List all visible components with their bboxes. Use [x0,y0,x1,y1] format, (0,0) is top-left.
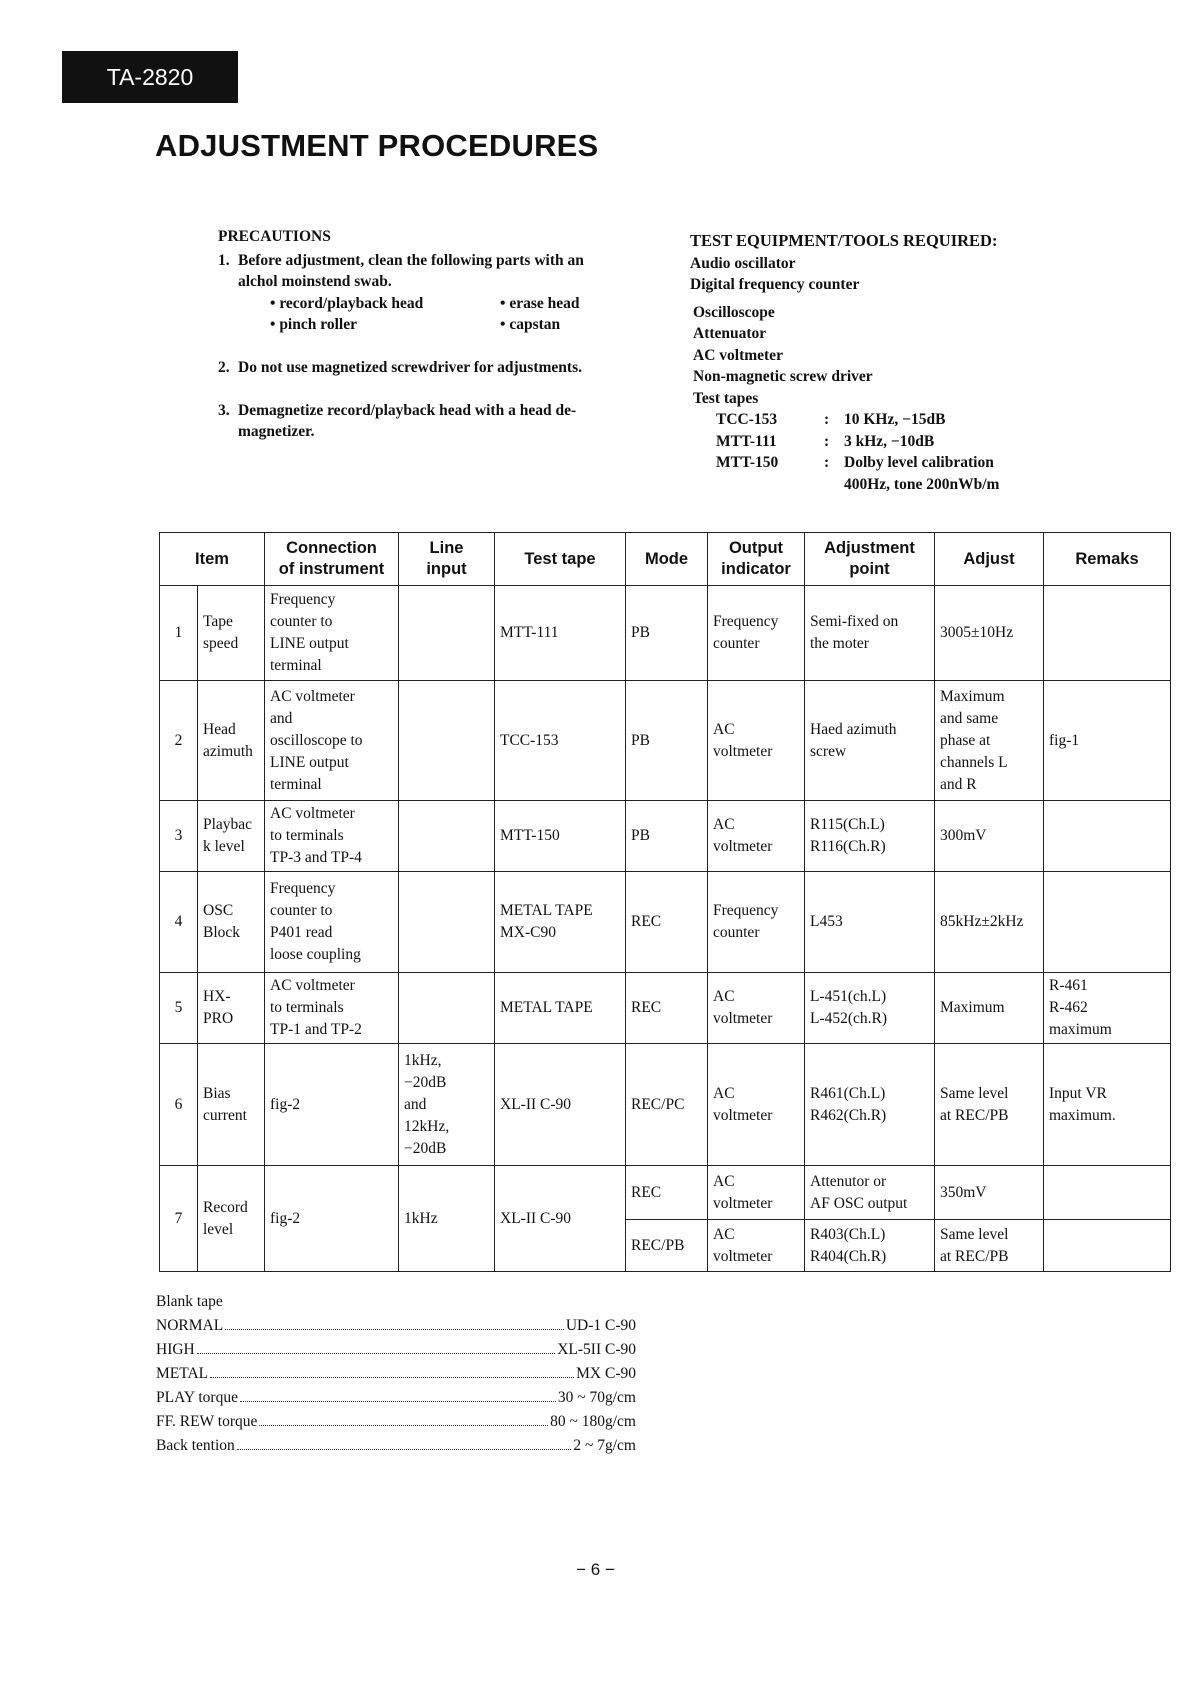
cell-item: Bias current [198,1044,265,1166]
precaution-text: Do not use magnetized screwdriver for adjustments. [238,359,582,376]
cell-remarks [1044,586,1171,681]
header-connection: Connection of instrument [265,533,399,586]
list-item: Attenuator [693,325,767,342]
list-item [716,452,1090,474]
table-row [160,973,1171,1044]
cell-output: AC voltmeter [708,1166,805,1220]
cell-mode: REC [626,872,708,973]
cell-connection: fig-2 [265,1044,399,1166]
tape-name: MTT-111 [716,432,777,450]
adjustment-table [159,532,1171,1272]
spec-row [156,1362,636,1386]
cell-line-input [399,586,495,681]
precaution-item-1 [218,250,648,292]
tape-desc: Dolby level calibration [844,454,994,471]
cell-remarks: fig-1 [1044,681,1171,801]
precaution-text: Before adjustment, clean the following parts with an [238,252,584,269]
cell-mode: REC [626,1166,708,1220]
list-item: • pinch roller [270,314,500,335]
tape-desc: 3 kHz, −10dB [844,432,935,450]
cell-output: AC voltmeter [708,1044,805,1166]
list-item: Non-magnetic screw driver [693,368,873,385]
blank-tape-specs [156,1290,636,1458]
spec-label: NORMAL [156,1317,224,1334]
list-item: Audio oscillator [690,254,796,272]
cell-test-tape: XL-II C-90 [495,1044,626,1166]
spec-value: UD-1 C-90 [565,1317,636,1334]
header-output-indicator: Output indicator [708,533,805,586]
cell-mode: PB [626,586,708,681]
cell-mode: REC [626,973,708,1044]
row-number: 4 [160,872,198,973]
test-equipment-section [690,230,1090,495]
test-tapes-list [693,409,1090,495]
list-item: • record/playback head [270,293,500,314]
list-item: • erase head [500,293,660,314]
tape-desc: 10 KHz, −15dB [844,411,946,428]
cell-remarks: Input VR maximum. [1044,1044,1171,1166]
precautions-title: PRECAUTIONS [218,228,331,245]
cell-line-input: 1kHz [399,1166,495,1272]
equipment-title: TEST EQUIPMENT/TOOLS REQUIRED: [690,231,998,250]
cell-item: Record level [198,1166,265,1272]
cell-test-tape: METAL TAPE [495,973,626,1044]
cell-line-input [399,872,495,973]
precaution-text: Demagnetize record/playback head with a head de- [238,402,577,419]
precaution-number: 1. [218,252,230,269]
list-item [716,409,1090,431]
cell-mode: REC/PC [626,1044,708,1166]
cell-adjust: Same level at REC/PB [935,1220,1044,1272]
cell-line-input [399,973,495,1044]
cell-output: Frequency counter [708,586,805,681]
row-number: 2 [160,681,198,801]
cell-line-input [399,801,495,872]
separator: : [824,432,830,450]
header-adjust: Adjust [935,533,1044,586]
list-item: Oscilloscope [693,303,775,321]
table-row [160,1044,1171,1166]
cell-remarks [1044,1166,1171,1220]
table-row [160,801,1171,872]
cell-mode: REC/PB [626,1220,708,1272]
table-row [160,872,1171,973]
row-number: 1 [160,586,198,681]
cell-adjust-point: Haed azimuth screw [805,681,935,801]
spec-value: 2 ~ 7g/cm [573,1437,636,1454]
table-row [160,1166,1171,1220]
cell-connection: AC voltmeter and oscilloscope to LINE output terminal [265,681,399,801]
spec-row [156,1338,636,1362]
spec-row [156,1410,636,1434]
cell-test-tape: TCC-153 [495,681,626,801]
cell-output: Frequency counter [708,872,805,973]
cell-mode: PB [626,801,708,872]
spec-value: 80 ~ 180g/cm [550,1413,636,1430]
spec-label: FF. REW torque [156,1413,258,1430]
cell-adjust: Maximum [935,973,1044,1044]
header-test-tape: Test tape [495,533,626,586]
precaution-number: 3. [218,402,230,419]
cell-connection: Frequency counter to P401 read loose coupling [265,872,399,973]
spec-label: Back tention [156,1437,235,1454]
tools-list [690,253,1090,296]
row-number: 5 [160,973,198,1044]
separator: : [824,454,830,471]
parts-list [218,293,648,335]
spec-value: MX C-90 [576,1365,636,1382]
spec-label: HIGH [156,1341,195,1358]
cell-adjust: Same level at REC/PB [935,1044,1044,1166]
precaution-text: alchol moinstend swab. [238,273,392,290]
row-number: 7 [160,1166,198,1272]
header-line-input: Line input [399,533,495,586]
cell-remarks: R-461 R-462 maximum [1044,973,1171,1044]
row-number: 6 [160,1044,198,1166]
cell-output: AC voltmeter [708,973,805,1044]
list-item: AC voltmeter [693,346,783,364]
header-item: Item [160,533,265,586]
precaution-item-3 [218,400,648,442]
cell-item: Tape speed [198,586,265,681]
precaution-number: 2. [218,359,230,376]
cell-output: AC voltmeter [708,681,805,801]
cell-adjust-point: R403(Ch.L) R404(Ch.R) [805,1220,935,1272]
table-row [160,681,1171,801]
cell-connection: fig-2 [265,1166,399,1272]
precautions-section [218,228,648,442]
spec-row [156,1314,636,1338]
cell-connection: AC voltmeter to terminals TP-1 and TP-2 [265,973,399,1044]
tape-name: MTT-150 [716,454,779,471]
list-item [716,431,1090,453]
cell-line-input: 1kHz, −20dB and 12kHz, −20dB [399,1044,495,1166]
spec-row [156,1386,636,1410]
cell-item: Playbac k level [198,801,265,872]
spec-row [156,1434,636,1458]
separator: : [824,411,830,428]
model-label: TA-2820 [106,63,194,90]
header-adjustment-point: Adjustment point [805,533,935,586]
cell-remarks [1044,872,1171,973]
specs-title: Blank tape [156,1293,223,1310]
list-item: • capstan [500,314,660,335]
cell-adjust-point: R115(Ch.L) R116(Ch.R) [805,801,935,872]
spec-value: 30 ~ 70g/cm [557,1389,636,1406]
cell-remarks [1044,801,1171,872]
table-row [160,586,1171,681]
list-item: Test tapes [693,389,759,407]
tape-name: TCC-153 [716,411,778,428]
cell-adjust-point: L453 [805,872,935,973]
cell-line-input [399,681,495,801]
cell-connection: AC voltmeter to terminals TP-3 and TP-4 [265,801,399,872]
cell-adjust-point: L-451(ch.L) L-452(ch.R) [805,973,935,1044]
cell-mode: PB [626,681,708,801]
spec-label: PLAY torque [156,1389,238,1406]
header-remarks: Remaks [1044,533,1171,586]
table-header-row [160,533,1171,586]
cell-test-tape: XL-II C-90 [495,1166,626,1272]
tape-desc: 400Hz, tone 200nWb/m [844,475,1000,493]
cell-output: AC voltmeter [708,1220,805,1272]
cell-adjust: Maximum and same phase at channels L and R [935,681,1044,801]
cell-adjust: 3005±10Hz [935,586,1044,681]
cell-test-tape: MTT-111 [495,586,626,681]
page-number: − 6 − [576,1560,615,1579]
cell-adjust-point: Attenutor or AF OSC output [805,1166,935,1220]
model-badge [62,51,238,103]
page-title: ADJUSTMENT PROCEDURES [155,128,599,163]
list-item: Digital frequency counter [690,276,860,293]
header-mode: Mode [626,533,708,586]
cell-adjust: 350mV [935,1166,1044,1220]
spec-label: METAL [156,1365,209,1382]
cell-remarks [1044,1220,1171,1272]
tools-list [690,302,1090,496]
cell-test-tape: METAL TAPE MX-C90 [495,872,626,973]
cell-test-tape: MTT-150 [495,801,626,872]
cell-item: HX- PRO [198,973,265,1044]
spec-value: XL-5II C-90 [557,1341,636,1358]
cell-adjust-point: R461(Ch.L) R462(Ch.R) [805,1044,935,1166]
precaution-item-2 [218,357,648,378]
row-number: 3 [160,801,198,872]
cell-adjust: 300mV [935,801,1044,872]
precaution-text: magnetizer. [238,423,315,440]
cell-adjust: 85kHz±2kHz [935,872,1044,973]
cell-output: AC voltmeter [708,801,805,872]
cell-connection: Frequency counter to LINE output terminal [265,586,399,681]
cell-item: OSC Block [198,872,265,973]
cell-item: Head azimuth [198,681,265,801]
cell-adjust-point: Semi-fixed on the moter [805,586,935,681]
